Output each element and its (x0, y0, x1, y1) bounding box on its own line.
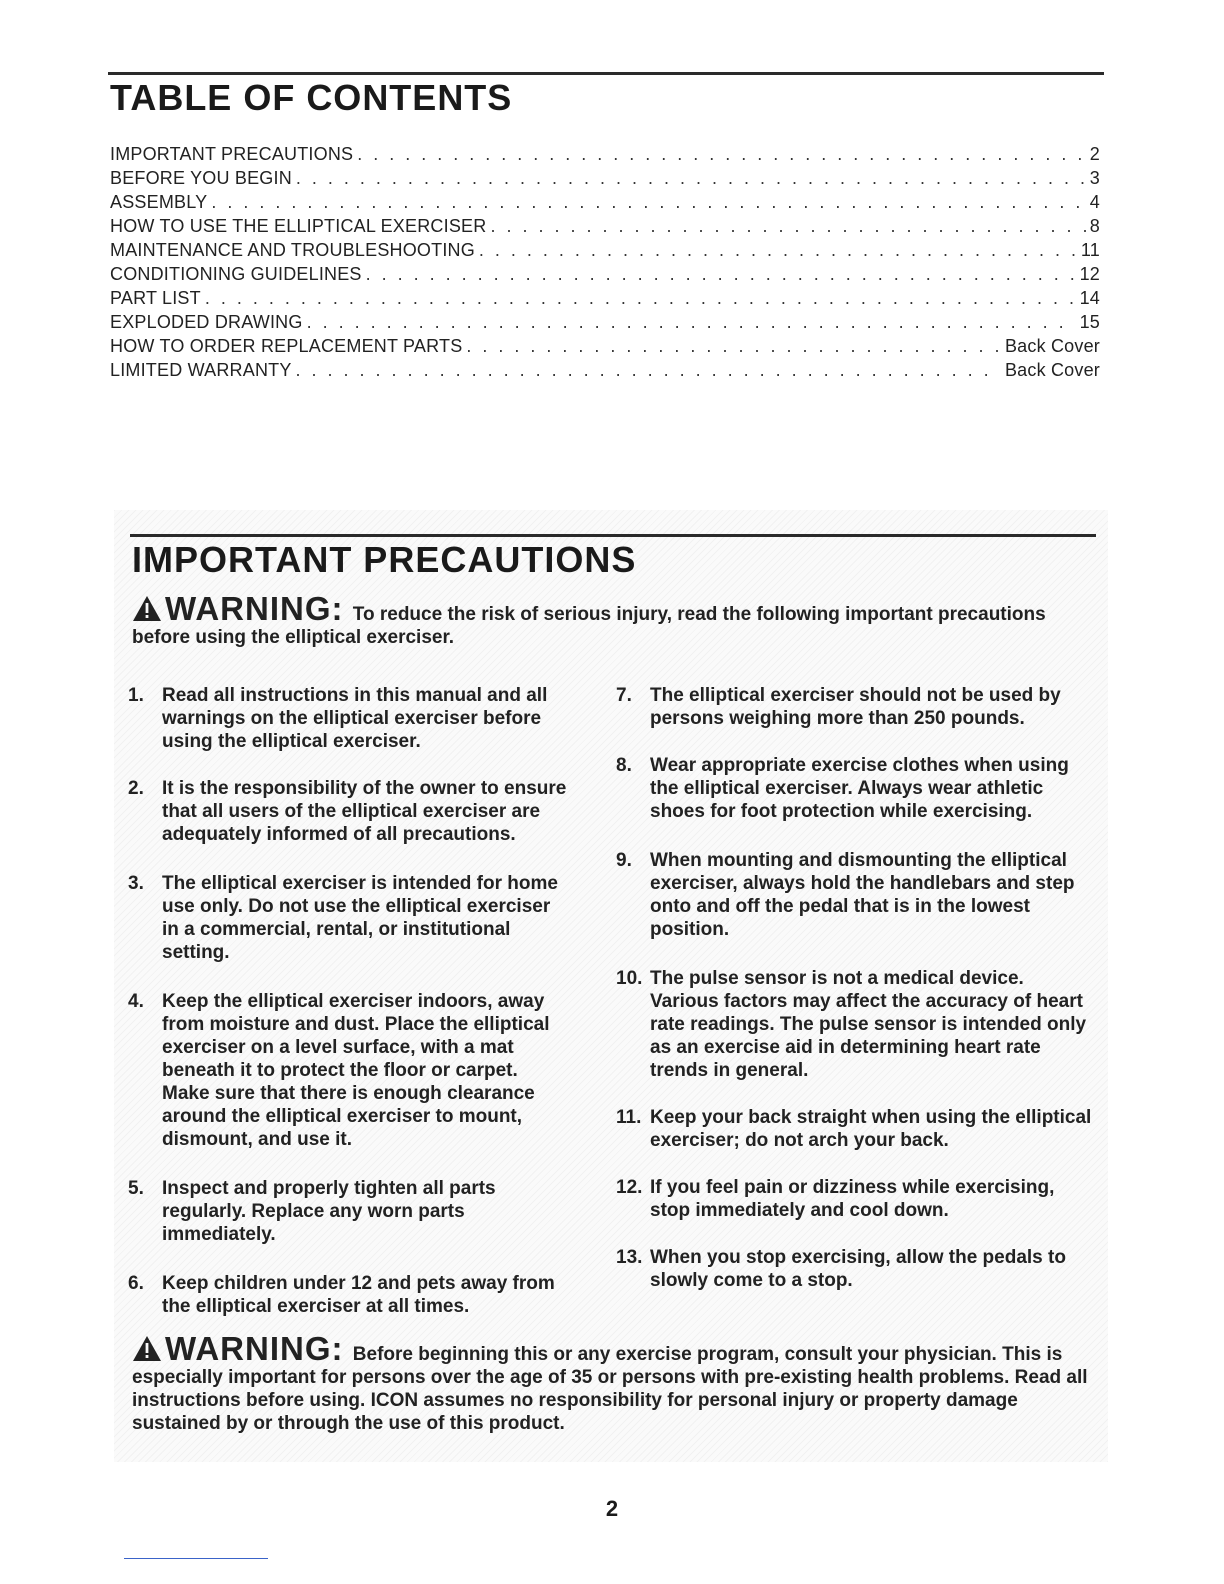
toc-dot-leader (211, 192, 1085, 213)
toc-entry[interactable] (110, 312, 1100, 336)
precaution-text: It is the responsibility of the owner to ensure that all users of the elliptical exerciser are adequately informed of all precautions. (162, 778, 567, 845)
warning-heading (132, 592, 344, 626)
warning-bottom (132, 1332, 1097, 1435)
precaution-item (128, 990, 568, 1151)
precaution-item (616, 684, 1094, 730)
toc-entry[interactable] (110, 216, 1100, 240)
toc-dot-leader (205, 288, 1076, 309)
footer-line (124, 1558, 268, 1559)
warning-label: WARNING (165, 1330, 332, 1367)
toc-entry[interactable] (110, 168, 1100, 192)
precautions-top-rule (130, 534, 1096, 537)
precaution-item (616, 1106, 1094, 1152)
precaution-number: 4. (128, 991, 144, 1012)
precaution-item (616, 849, 1094, 941)
toc-dot-leader (479, 240, 1077, 261)
toc-entry-page: 2 (1089, 144, 1100, 164)
precaution-number: 11. (616, 1107, 642, 1128)
precaution-item (128, 684, 568, 753)
precaution-number: 5. (128, 1178, 144, 1199)
toc-entry-page: 11 (1080, 240, 1100, 260)
toc-entry[interactable] (110, 336, 1100, 360)
precaution-item (616, 1246, 1094, 1292)
precaution-text: Keep children under 12 and pets away from the elliptical exerciser at all times. (162, 1273, 555, 1317)
warning-colon: : (331, 1330, 344, 1367)
toc-entry-page: Back Cover (1004, 336, 1100, 356)
toc-entry-label: CONDITIONING GUIDELINES (110, 264, 362, 284)
precaution-item (128, 1177, 568, 1246)
precaution-item (128, 777, 568, 846)
precautions-title: IMPORTANT PRECAUTIONS (132, 539, 637, 580)
toc-dot-leader (307, 312, 1076, 333)
toc-dot-leader (466, 336, 1001, 357)
toc-dot-leader (296, 360, 1001, 381)
precaution-number: 7. (616, 685, 632, 706)
toc-entry[interactable] (110, 192, 1100, 216)
toc-entry-page: 3 (1089, 168, 1100, 188)
toc-entry-page: 12 (1079, 264, 1100, 284)
warning-heading (132, 1332, 344, 1366)
precaution-item (128, 1272, 568, 1318)
toc-entry-label: MAINTENANCE AND TROUBLESHOOTING (110, 240, 475, 260)
precautions-left-column (128, 684, 568, 1318)
toc-dot-leader (296, 168, 1086, 189)
toc-entry-label: PART LIST (110, 288, 201, 308)
precaution-number: 13. (616, 1247, 643, 1268)
precaution-text: The elliptical exerciser should not be used by persons weighing more than 250 pounds. (650, 685, 1061, 729)
toc-entry-page: 8 (1089, 216, 1100, 236)
toc-entry[interactable] (110, 360, 1100, 384)
toc-entry-label: LIMITED WARRANTY (110, 360, 292, 380)
precaution-text: Inspect and properly tighten all parts regularly. Replace any worn parts immediately. (162, 1178, 496, 1245)
precaution-text: Read all instructions in this manual and all warnings on the elliptical exerciser before using the elliptical exerciser. (162, 685, 548, 752)
precaution-item (128, 872, 568, 964)
warning-top (132, 592, 1097, 649)
toc-entry-label: HOW TO ORDER REPLACEMENT PARTS (110, 336, 463, 356)
toc-entry-label: ASSEMBLY (110, 192, 208, 212)
toc-entry[interactable] (110, 264, 1100, 288)
precaution-item (616, 1176, 1094, 1222)
toc-top-rule (108, 72, 1104, 75)
precaution-item (616, 967, 1094, 1082)
toc-dot-leader (490, 216, 1085, 237)
warning-triangle-icon (132, 1335, 162, 1362)
toc-entry[interactable] (110, 144, 1100, 168)
toc-entry-page: 15 (1079, 312, 1100, 332)
precautions-right-column (616, 684, 1094, 1292)
toc-dot-leader (366, 264, 1076, 285)
warning-label: WARNING (165, 590, 332, 627)
precaution-number: 12. (616, 1177, 643, 1198)
toc-entry-page: 14 (1079, 288, 1100, 308)
toc-entry-page: Back Cover (1004, 360, 1100, 380)
precaution-number: 6. (128, 1273, 144, 1294)
precautions-section (114, 510, 1108, 1462)
precaution-number: 8. (616, 755, 632, 776)
toc-entry[interactable] (110, 240, 1100, 264)
warning-colon: : (331, 590, 344, 627)
toc-title: TABLE OF CONTENTS (110, 77, 513, 118)
precaution-number: 2. (128, 778, 144, 799)
precaution-text: The elliptical exerciser is intended for home use only. Do not use the elliptical exerciser in a commercial, rental, or institutional setting. (162, 873, 558, 963)
precaution-item (616, 754, 1094, 823)
warning-text: To reduce the risk of serious injury, read the following important precautions before using the elliptical exerciser. (132, 604, 1046, 648)
toc-entry-label: BEFORE YOU BEGIN (110, 168, 292, 188)
toc-entry-label: IMPORTANT PRECAUTIONS (110, 144, 354, 164)
precaution-text: If you feel pain or dizziness while exercising, stop immediately and cool down. (650, 1177, 1055, 1221)
warning-text: Before beginning this or any exercise program, consult your physician. This is especially important for persons over the age of 35 or persons with pre-existing health problems. Read all instructions before using. ICON assumes no responsibility for personal injury or property damage sustained by or through the use of this product. (132, 1344, 1088, 1434)
toc-list (110, 144, 1100, 384)
precaution-text: Wear appropriate exercise clothes when using the elliptical exerciser. Always wear athletic shoes for foot protection while exercising. (650, 755, 1069, 822)
toc-entry-label: EXPLODED DRAWING (110, 312, 303, 332)
toc-entry[interactable] (110, 288, 1100, 312)
precaution-text: Keep the elliptical exerciser indoors, away from moisture and dust. Place the elliptical exerciser on a level surface, with a mat beneath it to protect the floor or carpet. Make sure that there is enough clearance around the elliptical exerciser to mount, dismount, and use it. (162, 991, 550, 1150)
precaution-text: Keep your back straight when using the elliptical exerciser; do not arch your back. (650, 1107, 1092, 1151)
warning-triangle-icon (132, 595, 162, 622)
toc-dot-leader (357, 144, 1086, 165)
precaution-text: When mounting and dismounting the elliptical exerciser, always hold the handlebars and step onto and off the pedal that is in the lowest position. (650, 850, 1075, 940)
precaution-text: The pulse sensor is not a medical device. Various factors may affect the accuracy of heart rate readings. The pulse sensor is intended only as an exercise aid in determining heart rate trends in general. (650, 968, 1087, 1081)
precaution-number: 9. (616, 850, 632, 871)
precaution-number: 3. (128, 873, 144, 894)
page-number: 2 (605, 1496, 619, 1521)
precaution-number: 10. (616, 968, 643, 989)
toc-entry-label: HOW TO USE THE ELLIPTICAL EXERCISER (110, 216, 487, 236)
toc-entry-page: 4 (1089, 192, 1100, 212)
precaution-text: When you stop exercising, allow the pedals to slowly come to a stop. (650, 1247, 1066, 1291)
precaution-number: 1. (128, 685, 144, 706)
